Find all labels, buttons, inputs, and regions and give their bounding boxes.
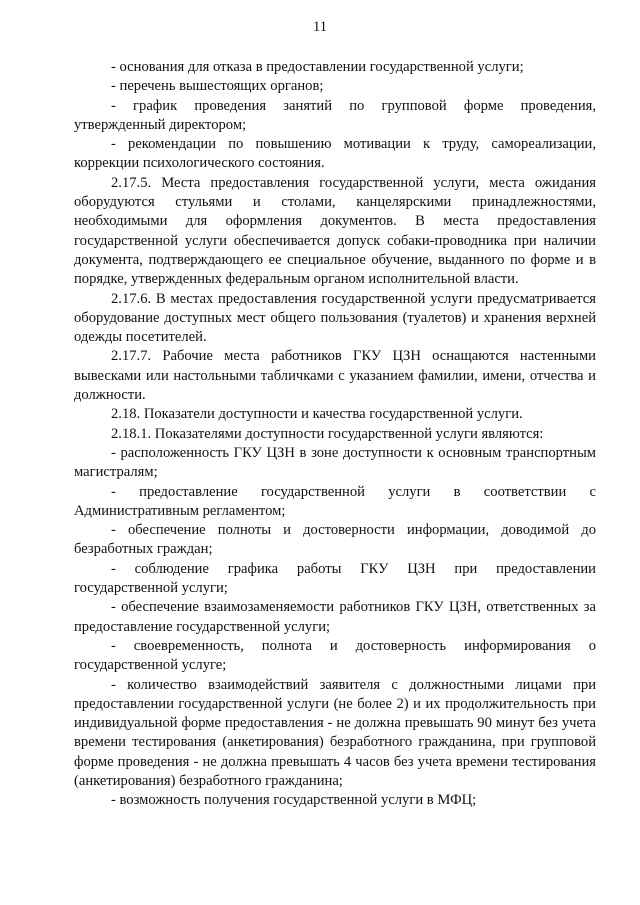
paragraph-motivation-recommendations: - рекомендации по повышению мотивации к труду, самореализации, коррекции психологического состояния.: [74, 136, 596, 172]
paragraph-superior-bodies: - перечень вышестоящих органов;: [111, 78, 324, 95]
list-item-location: - расположенность ГКУ ЦЗН в зоне доступности к основным транспортным магистралям;: [74, 444, 596, 481]
list-item-information-completeness: - обеспечение полноты и достоверности информации, доводимой до безработных граждан;: [74, 522, 596, 558]
paragraph-2-17-5: 2.17.5. Места предоставления государственной услуги, места ожидания оборудуются стульями и столами, канцелярскими принадлежностями, необходимыми для оформления документов. В места предоставления государственной услуги обеспечивается допуск собаки-проводника при наличии документа, подтверждающего ее специальное обучение, выданного по форме и в порядке, утвержденных федеральным органом исполнительной власти.: [74, 174, 596, 288]
page-number: 11: [313, 19, 327, 35]
list-item-schedule-compliance: - соблюдение графика работы ГКУ ЦЗН при предоставлении государственной услуги;: [74, 560, 596, 597]
paragraph-class-schedule: - график проведения занятий по групповой форме проведения, утвержденный директором;: [74, 97, 596, 133]
paragraph-2-17-6: 2.17.6. В местах предоставления государственной услуги предусматривается оборудование доступных мест общего пользования (туалетов) и хранения верхней одежды посетителей.: [74, 290, 596, 346]
list-item-regulation-compliance: - предоставление государственной услуги в соответствии с Административным регламентом;: [74, 483, 596, 519]
paragraph-2-18: 2.18. Показатели доступности и качества государственной услуги.: [111, 406, 523, 423]
list-item-mfc-availability: - возможность получения государственной услуги в МФЦ;: [111, 792, 477, 809]
paragraph-2-17-7: 2.17.7. Рабочие места работников ГКУ ЦЗН оснащаются настенными вывесками или настольными табличками с указанием фамилии, имени, отчества и должности.: [74, 348, 596, 404]
paragraph-refusal-grounds: - основания для отказа в предоставлении государственной услуги;: [111, 59, 524, 75]
paragraph-2-18-1: 2.18.1. Показателями доступности государственной услуги являются:: [111, 425, 544, 442]
document-body: [74, 58, 596, 811]
list-item-timely-informing: - своевременность, полнота и достоверность информирования о государственной услуге;: [74, 637, 596, 674]
list-item-interactions-count: - количество взаимодействий заявителя с должностными лицами при предоставлении государственной услуги (не более 2) и их продолжительность при индивидуальной форме предоставления - не должна превышать 90 минут без учета времени тестирования (анкетирования) безработного гражданина, при групповой форме проведения - не должна превышать 4 часов без учета времени тестирования (анкетирования) безработного гражданина;: [74, 676, 596, 789]
list-item-staff-interchangeability: - обеспечение взаимозаменяемости работников ГКУ ЦЗН, ответственных за предоставление государственной услуги;: [74, 599, 596, 635]
